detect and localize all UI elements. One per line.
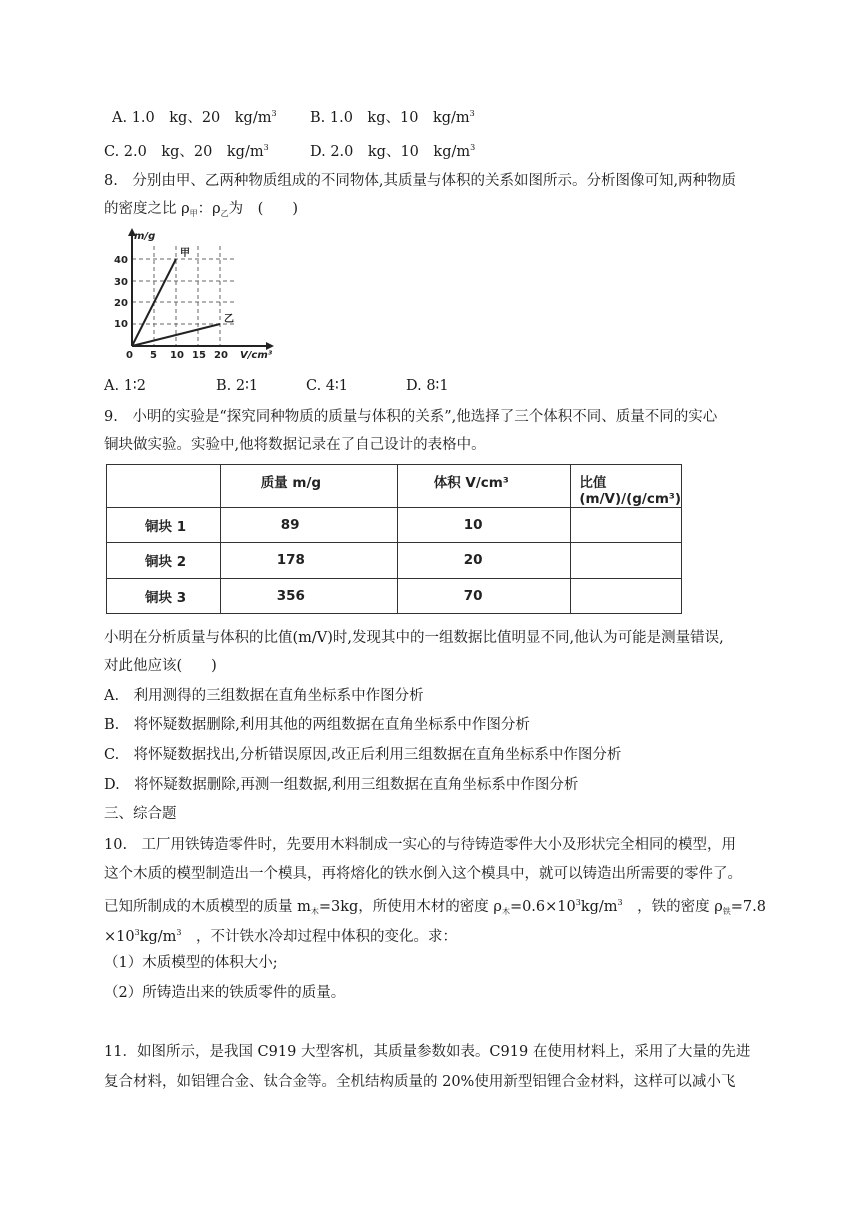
q7-options-row1 bbox=[112, 104, 475, 128]
q10-stem-line4: $\times 10^3kg/m^3$ ，不计铁水冷却过程中体积的变化。求： bbox=[104, 928, 457, 945]
table-cell: 89 bbox=[220, 508, 397, 543]
q9-data-table bbox=[106, 464, 682, 614]
y-tick-30: 30 bbox=[114, 277, 128, 288]
table-cell bbox=[571, 508, 682, 543]
q9-option-c: C. 将怀疑数据找出,分析错误原因,改正后利用三组数据在直角坐标系中作图分析 bbox=[104, 747, 622, 763]
q8-option-a: A. 1∶2 bbox=[104, 378, 146, 394]
table-header-cell bbox=[107, 465, 221, 508]
table-row bbox=[107, 508, 682, 543]
q9-stem-line1: 9. 小明的实验是“探究同种物质的质量与体积的关系”,他选择了三个体积不同、质量不同的实心 bbox=[104, 409, 718, 425]
table-cell: 10 bbox=[397, 508, 571, 543]
q7-options-row2 bbox=[104, 138, 476, 162]
q9-analysis-line2: 对此他应该( ) bbox=[104, 658, 217, 674]
table-cell: 70 bbox=[397, 578, 571, 613]
table-header-cell: 比值(m/V)/(g/cm³) bbox=[571, 465, 682, 508]
q10-stem-line3: 已知所制成的木质模型的质量 $m_木=3kg$，所使用木材的密度 $\rho_木=0.6\times 10^3kg/m^3$ ，铁的密度 $\rho_铁=7.8$ bbox=[104, 898, 766, 916]
q8-mass-volume-graph bbox=[104, 226, 284, 366]
q8-option-c: C. 4∶1 bbox=[306, 378, 349, 394]
q7-option-b: B. 1.0 kg、10 $kg/m^3$ bbox=[310, 109, 475, 126]
q9-stem-line2: 铜块做实验。实验中,他将数据记录在了自己设计的表格中。 bbox=[104, 437, 486, 453]
q7-option-a: A. 1.0 kg、20 $kg/m^3$ bbox=[112, 109, 277, 126]
x-tick-15: 15 bbox=[192, 350, 206, 361]
table-header-cell: 体积 V/cm³ bbox=[397, 465, 571, 508]
table-cell: 铜块 3 bbox=[107, 578, 221, 613]
q10-stem-line1: 10. 工厂用铁铸造零件时，先要用木料制成一实心的与待铸造零件大小及形状完全相同的模型，用 bbox=[104, 837, 737, 853]
q7-option-d: D. 2.0 kg、10 $kg/m^3$ bbox=[310, 143, 476, 160]
q9-option-a: A. 利用测得的三组数据在直角坐标系中作图分析 bbox=[104, 688, 424, 704]
y-tick-10: 10 bbox=[114, 319, 128, 330]
y-tick-20: 20 bbox=[114, 298, 128, 309]
x-axis-arrow bbox=[266, 342, 274, 350]
section-heading: 三、综合题 bbox=[104, 806, 177, 822]
x-tick-0: 0 bbox=[126, 350, 133, 361]
table-header-row bbox=[107, 465, 682, 508]
table-cell: 178 bbox=[220, 543, 397, 578]
q9-option-d: D. 将怀疑数据删除,再测一组数据,利用三组数据在直角坐标系中作图分析 bbox=[104, 777, 579, 793]
q8-option-b: B. 2∶1 bbox=[216, 378, 259, 394]
q9-analysis-line1: 小明在分析质量与体积的比值(m/V)时,发现其中的一组数据比值明显不同,他认为可能是测量错误, bbox=[104, 630, 724, 646]
table-cell: 铜块 1 bbox=[107, 508, 221, 543]
label-jia: 甲 bbox=[180, 248, 190, 259]
q9-option-b: B. 将怀疑数据删除,利用其他的两组数据在直角坐标系中作图分析 bbox=[104, 717, 530, 733]
series-yi-line bbox=[132, 324, 220, 346]
table-cell: 356 bbox=[220, 578, 397, 613]
x-axis-label: V/cm³ bbox=[240, 350, 273, 361]
y-axis-label: m/g bbox=[134, 231, 156, 242]
q11-stem-line1: 11．如图所示，是我国 C919 大型客机，其质量参数如表。C919 在使用材料上，采用了大量的先进 bbox=[104, 1044, 751, 1060]
q7-option-c: C. 2.0 kg、20 $kg/m^3$ bbox=[104, 143, 269, 160]
q10-subquestion-2: （2）所铸造出来的铁质零件的质量。 bbox=[104, 985, 346, 1001]
table-cell bbox=[571, 578, 682, 613]
q11-stem-line2: 复合材料，如铝锂合金、钛合金等。全机结构质量的 20%使用新型铝锂合金材料，这样可以减小飞 bbox=[104, 1074, 736, 1090]
q8-stem-line2: 的密度之比 $\rho_甲$：$\rho_乙$为 ( ) bbox=[104, 201, 298, 218]
x-tick-20: 20 bbox=[214, 350, 228, 361]
q10-subquestion-1: （1）木质模型的体积大小; bbox=[104, 955, 278, 971]
table-cell bbox=[571, 543, 682, 578]
q8-option-d: D. 8∶1 bbox=[406, 378, 449, 394]
table-cell: 20 bbox=[397, 543, 571, 578]
x-tick-10: 10 bbox=[170, 350, 184, 361]
graph-grid bbox=[132, 246, 236, 346]
table-row bbox=[107, 543, 682, 578]
y-tick-40: 40 bbox=[114, 255, 128, 266]
label-yi: 乙 bbox=[224, 314, 234, 325]
table-cell: 铜块 2 bbox=[107, 543, 221, 578]
q8-stem-line1: 8. 分别由甲、乙两种物质组成的不同物体,其质量与体积的关系如图所示。分析图像可知,两种物质 bbox=[104, 173, 737, 189]
q10-stem-line2: 这个木质的模型制造出一个模具，再将熔化的铁水倒入这个模具中，就可以铸造出所需要的零件了。 bbox=[104, 866, 742, 882]
x-tick-5: 5 bbox=[150, 350, 157, 361]
table-row bbox=[107, 578, 682, 613]
table-header-cell: 质量 m/g bbox=[220, 465, 397, 508]
